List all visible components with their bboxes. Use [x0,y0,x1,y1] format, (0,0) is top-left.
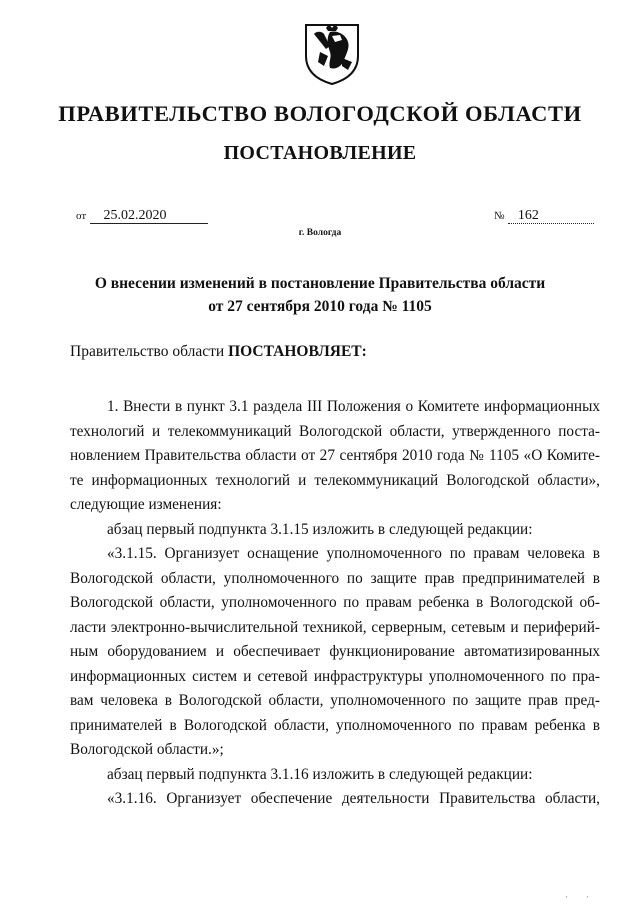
body-line: «3.1.15. Организует оснащение уполномоченного по правам человека в [107,545,600,562]
government-title: ПРАВИТЕЛЬСТВО ВОЛОГОДСКОЙ ОБЛАСТИ [58,101,582,126]
body-line: «3.1.16. Организует обеспечение деятельности Правительства области, [107,790,600,807]
body-line: Вологодской области.»; [70,741,224,758]
body-line: ным оборудованием и обеспечивает функционирование автоматизированных [70,643,600,660]
body-line: информационных систем и сетевой инфраструктуры уполномоченного по пра- [70,667,600,685]
document-subject [0,272,640,318]
decree-prefix: Правительство области [70,343,229,360]
subject-line-1: О внесении изменений в постановление Правительства области [94,275,546,292]
body-line: те информационных технологий и телекоммуникаций Вологодской области», [70,471,600,489]
body-line: Вологодской области, уполномоченного по правам ребенка в Вологодской об- [70,594,600,611]
document-date [76,207,208,224]
document-number [494,207,594,224]
body-line: 1. Внести в пункт 3.1 раздела III Положения о Комитете информационных [107,398,600,415]
body-line: абзац первый подпункта 3.1.16 изложить в следующей редакции: [107,765,533,783]
vologda-coat-of-arms-icon [302,22,362,86]
subject-line-2: от 27 сентября 2010 года № 1105 [208,298,432,315]
body-line: абзац первый подпункта 3.1.15 изложить в следующей редакции: [107,520,533,538]
body-line: новлением Правительства области от 27 сентября 2010 года № 1105 «О Комите- [70,447,600,464]
document-body [70,395,600,812]
body-line: технологий и телекоммуникаций Вологодской области, утвержденного поста- [70,422,600,440]
body-line: следующие изменения: [70,496,222,513]
city-label: г. Вологда [298,228,342,238]
document-type: ПОСТАНОВЛЕНИЕ [223,142,417,164]
number-prefix: № [494,210,505,222]
body-line: Вологодской области, уполномоченного по защите прав предпринимателей в [70,569,600,587]
body-line: принимателей в Вологодской области, уполномоченного по правам ребенка в [70,716,600,734]
date-prefix: от [76,210,87,222]
decree-keyword: ПОСТАНОВЛЯЕТ: [228,343,367,360]
number-value: 162 [508,208,594,224]
body-line: вам человека в Вологодской области, уполномоченного по защите прав пред- [70,692,600,709]
decree-statement [70,343,367,361]
scan-artifact: ' ' [566,895,598,903]
date-value: 25.02.2020 [90,208,208,224]
body-line: ласти электронно-вычислительной техникой, серверным, сетевым и периферий- [70,618,600,636]
